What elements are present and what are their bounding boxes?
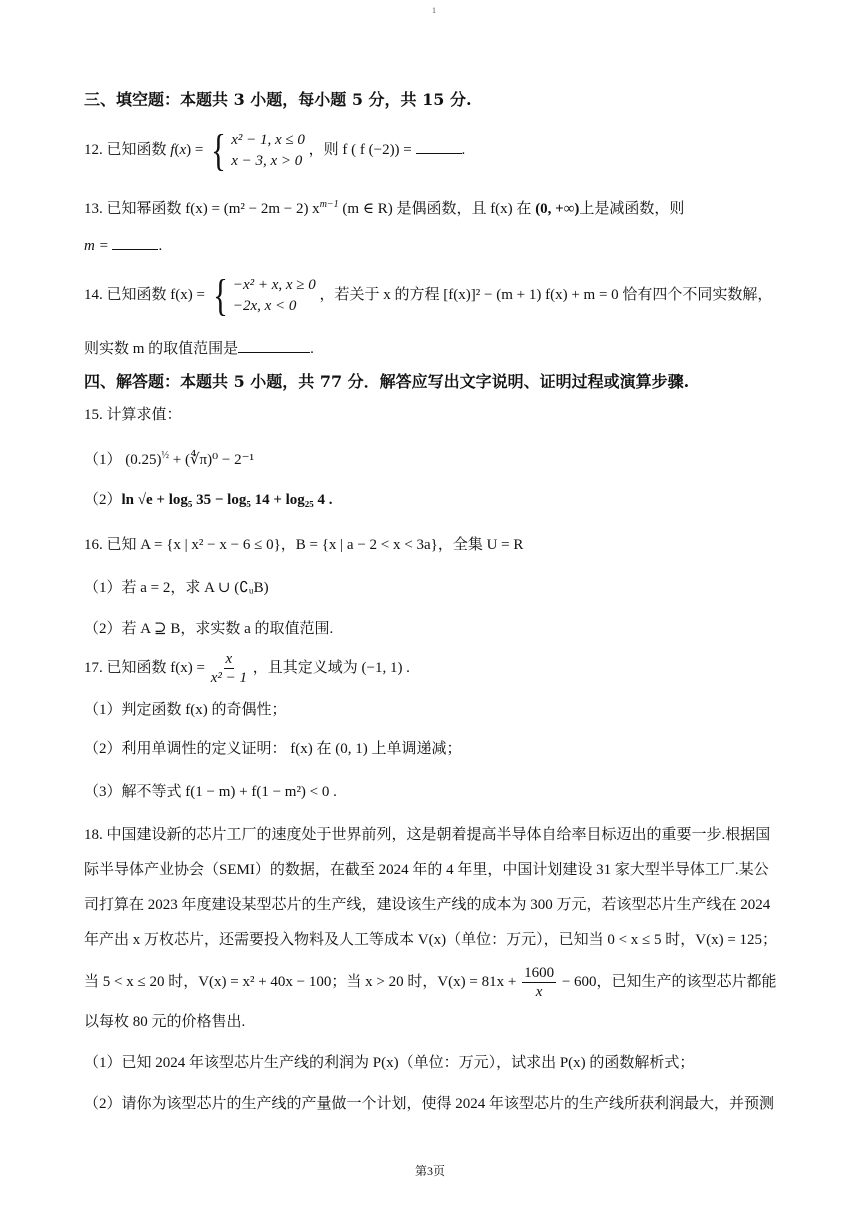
answer-blank bbox=[238, 338, 310, 353]
q16-part-1: （1）若 a = 2，求 A ∪ (∁ᵤB) bbox=[84, 580, 269, 596]
q17-numerator: x bbox=[225, 651, 233, 668]
question-14-line-2: 则实数 m 的取值范围是 . bbox=[84, 338, 314, 359]
q16-part-2: （2）若 A ⊇ B，求实数 a 的取值范围. bbox=[84, 621, 334, 637]
q14-piecewise: { −x² + x, x ≥ 0 −2x, x < 0 bbox=[212, 270, 316, 320]
q14-line-2: 则实数 m 的取值范围是 bbox=[84, 341, 239, 357]
q12-piecewise: { x² − 1, x ≤ 0 x − 3, x > 0 bbox=[211, 125, 305, 175]
section-3-heading: 三、填空题：本题共 3 小题，每小题 5 分，共 15 分. bbox=[84, 90, 472, 109]
q18-line-5 bbox=[84, 962, 777, 1002]
question-13-line-2: m = . bbox=[84, 235, 162, 256]
q17-denominator: x² − 1 bbox=[210, 670, 247, 687]
q15-title: 15. 计算求值： bbox=[84, 407, 182, 423]
q15-p1-exp: ½ bbox=[161, 450, 170, 461]
q15-p1-expr: + (∜π)⁰ − 2⁻¹ bbox=[172, 452, 254, 468]
q14-text: ，若关于 x 的方程 [f(x)]² − (m + 1) f(x) + m = 0 恰有四个不同实数解， bbox=[319, 287, 773, 303]
q17-part-2: （2）利用单调性的定义证明： f(x) 在 (0, 1) 上单调递减； bbox=[84, 741, 462, 757]
q17-suffix: ，且其定义域为 (−1, 1) . bbox=[252, 660, 410, 676]
q18-line-5-b: − 600，已知生产的该型芯片都能 bbox=[561, 974, 777, 990]
q18-line-3: 司打算在 2023 年度建设某型芯片的生产线，建设该生产线的成本为 300 万元，若该型芯片生产线在 2024 bbox=[84, 897, 771, 913]
q18-line-2: 际半导体产业协会（SEMI）的数据，在截至 2024 年的 4 年里，中国计划建设 31 家大型半导体工厂.某公 bbox=[84, 862, 769, 878]
q12-prefix: 12. 已知函数 bbox=[84, 142, 167, 158]
q13-text-b: (m ∈ R) 是偶函数，且 f(x) 在 bbox=[342, 201, 532, 217]
q12-case-2: x − 3, x > 0 bbox=[231, 152, 303, 169]
q18-line-1: 18. 中国建设新的芯片工厂的速度处于世界前列，这是朝着提高半导体自给率目标迈出的重要一步.根据国 bbox=[84, 827, 771, 843]
q17-fraction bbox=[211, 650, 247, 687]
q16-title: 16. 已知 A = {x | x² − x − 6 ≤ 0}，B = {x | a − 2 < x < 3a}，全集 U = R bbox=[84, 537, 524, 553]
q14-case-1: −x² + x, x ≥ 0 bbox=[232, 276, 316, 293]
q15-p2-label: （2） bbox=[84, 492, 122, 508]
answer-blank bbox=[112, 235, 158, 250]
q18-line-6: 以每枚 80 元的价格售出. bbox=[84, 1014, 246, 1030]
q17-prefix: 17. 已知函数 f(x) = bbox=[84, 660, 205, 676]
q13-line-2: m = bbox=[84, 238, 109, 254]
q18-numerator: 1600 bbox=[524, 965, 555, 982]
q18-line-4: 年产出 x 万枚芯片，还需要投入物料及人工等成本 V(x)（单位：万元），已知当 0 < x ≤ 5 时，V(x) = 125； bbox=[84, 932, 778, 948]
q18-fraction bbox=[522, 964, 556, 1001]
q14-case-2: −2x, x < 0 bbox=[232, 297, 297, 314]
q13-exponent: m−1 bbox=[319, 199, 339, 210]
section-4-heading: 四、解答题：本题共 5 小题，共 77 分．解答应写出文字说明、证明过程或演算步骤. bbox=[84, 372, 690, 391]
question-12: 12. 已知函数 f(x) = { x² − 1, x ≤ 0 x − 3, x > 0 ，则 f ( f (−2)) = . bbox=[84, 125, 466, 175]
q17-part-3: （3）解不等式 f(1 − m) + f(1 − m²) < 0 . bbox=[84, 784, 337, 800]
q18-line-5-a: 当 5 < x ≤ 20 时，V(x) = x² + 40x − 100；当 x > 20 时，V(x) = 81x + bbox=[84, 974, 517, 990]
q15-p2-expr: ln √e + log₅ 35 − log₅ 14 + log₂₅ 4 . bbox=[121, 492, 333, 508]
q13-text-a: 13. 已知幂函数 f(x) = (m² − 2m − 2) x bbox=[84, 201, 320, 217]
q18-denominator: x bbox=[535, 984, 543, 1001]
q18-part-1: （1）已知 2024 年该型芯片生产线的利润为 P(x)（单位：万元），试求出 P(x) 的函数解析式； bbox=[84, 1055, 695, 1071]
q14-prefix: 14. 已知函数 f(x) = bbox=[84, 287, 205, 303]
q17-part-1: （1）判定函数 f(x) 的奇偶性； bbox=[84, 702, 287, 718]
q15-part-1 bbox=[84, 446, 254, 470]
q13-interval: (0, +∞) bbox=[535, 201, 580, 217]
question-14 bbox=[84, 270, 773, 320]
q18-part-2: （2）请你为该型芯片的生产线的产量做一个计划，使得 2024 年该型芯片的生产线所获利润最大，并预测 bbox=[84, 1096, 775, 1112]
q15-p1-base: (0.25) bbox=[125, 452, 162, 468]
q12-case-1: x² − 1, x ≤ 0 bbox=[231, 131, 305, 148]
q13-text-c: 上是减函数，则 bbox=[579, 201, 685, 217]
question-17 bbox=[84, 648, 410, 688]
q15-part-2 bbox=[84, 490, 333, 510]
question-13 bbox=[84, 195, 684, 219]
answer-blank bbox=[416, 139, 462, 154]
q15-p1-label: （1） bbox=[84, 452, 122, 468]
page-mark: 1 bbox=[432, 6, 436, 15]
page-footer: 第3页 bbox=[414, 1164, 445, 1178]
q12-ask: ，则 f ( f (−2)) = bbox=[308, 142, 412, 158]
